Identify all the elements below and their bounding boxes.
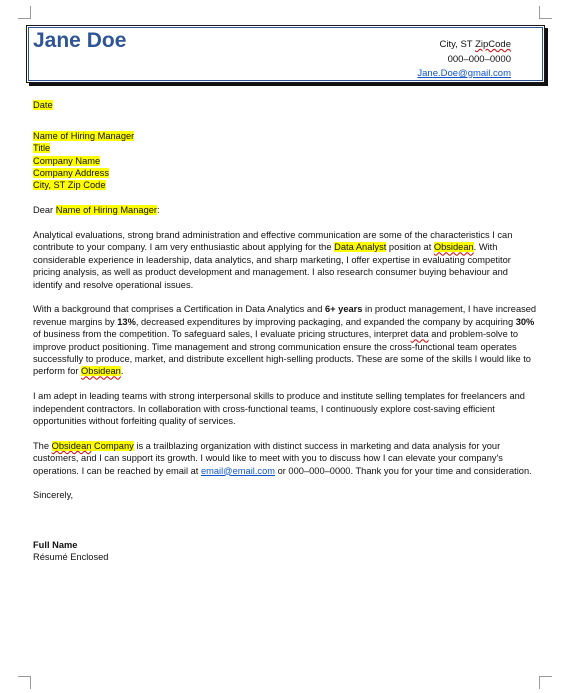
crop-mark-bottom-left xyxy=(18,676,31,689)
title-placeholder: Title xyxy=(33,143,51,154)
closing: Sincerely, xyxy=(33,490,74,501)
hiring-manager-placeholder: Name of Hiring Manager xyxy=(33,130,135,141)
crop-mark-top-left xyxy=(18,6,31,19)
city-line: City, ST ZipCode xyxy=(439,39,511,50)
email-link[interactable]: Jane.Doe@gmail.com xyxy=(417,68,511,79)
zipcode-text: ZipCode xyxy=(475,39,511,50)
crop-mark-top-right xyxy=(539,6,552,19)
enclosure-note: Résumé Enclosed xyxy=(33,552,109,563)
city-placeholder: City, ST Zip Code xyxy=(33,180,106,191)
paragraph-4: The Obsidean Company is a trailblazing organization with distinct success in marketing and data analysis for your customers, and I can support its growth. I would like to meet with you to discuss how I can elevate your company's operations. I can be reached by email at email@email.com or 000–000–0000. Thank you for your time and consideration. xyxy=(33,440,532,476)
letter-body xyxy=(33,99,538,564)
salutation-name: Name of Hiring Manager xyxy=(55,205,158,216)
date-placeholder: Date xyxy=(33,100,53,110)
company-highlight: Obsidean xyxy=(433,242,474,253)
paragraph-2: With a background that comprises a Certification in Data Analytics and 6+ years in product management, I have increased revenue margins by 13%, decreased expenditures by improving packaging, and expanded the company by acquiring 30% of business from the competition. To safeguard sales, I evaluate pricing structures, interpret data and problem-solve to improve product positioning. Time management and strong communication ensure the cross-functional team operates successfully to produce, market, and distribute excellent high-selling products. These are some of the skills I would like to perform for Obsidean. xyxy=(33,304,537,377)
company-placeholder: Company Name xyxy=(33,155,101,166)
data-word: data xyxy=(410,329,429,340)
applicant-name: Jane Doe xyxy=(33,29,127,52)
crop-mark-bottom-right xyxy=(539,676,552,689)
role-highlight: Data Analyst xyxy=(334,242,387,253)
paragraph-1: Analytical evaluations, strong brand administration and effective communication are some of the characteristics I can contribute to your company. I am very enthusiastic about applying for the Data Analyst position at Obsidean. With considerable experience in leadership, data analytics, and sharp marketing, I offer expertise in evaluating competitor pricing analysis, as well as product development and management. I also research consumer buying behaviour and identify and resolve operational issues. xyxy=(33,230,513,290)
body-email-link[interactable]: email@email.com xyxy=(200,465,275,476)
salutation: Dear Name of Hiring Manager: xyxy=(33,205,160,216)
phone-text: 000–000–0000 xyxy=(447,53,511,65)
contact-block xyxy=(417,38,511,82)
paragraph-3: I am adept in leading teams with strong interpersonal skills to produce and institute selling templates for freelancers and independent contractors. In collaboration with cross-functional teams, I continuously explore cost-saving efficient opportunities without forfeiting quality of services. xyxy=(33,391,525,427)
signature-name: Full Name xyxy=(33,540,78,551)
address-placeholder: Company Address xyxy=(33,168,109,179)
letterhead xyxy=(26,25,545,83)
company-highlight-2: Obsidean xyxy=(81,366,121,377)
company-name-highlight: Obsidean Company xyxy=(51,440,134,451)
